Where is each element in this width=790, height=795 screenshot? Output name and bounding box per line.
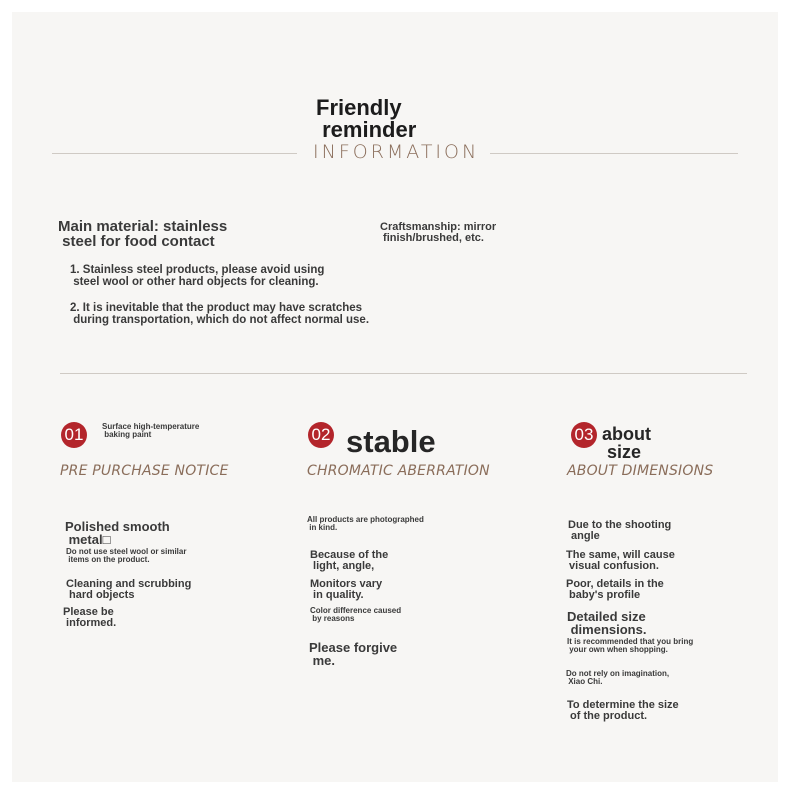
page-title: Friendly reminder	[316, 95, 417, 142]
badge-03: 03	[571, 422, 597, 448]
page-subtitle: INFORMATION	[313, 141, 480, 163]
column-3-item-3: Poor, details in the baby's profile	[566, 578, 664, 601]
badge-01: 01	[61, 422, 87, 448]
column-2-item-2: Because of the light, angle,	[310, 549, 389, 572]
column-2-item-3: Monitors vary in quality.	[310, 578, 383, 601]
column-3-item-2: The same, will cause visual confusion.	[566, 549, 675, 572]
note-2: 2. It is inevitable that the product may have scratches during transportation, which do not affect normal use.	[70, 302, 370, 326]
column-3-subhead: ABOUT DIMENSIONS	[567, 463, 714, 479]
header-divider-left	[52, 153, 297, 154]
column-3-heading: about size	[602, 424, 651, 462]
column-3-item-4: Detailed size dimensions.	[567, 609, 647, 637]
column-3-item-5: It is recommended that you bring your own when shopping.	[567, 637, 694, 654]
column-3-item-7: To determine the size of the product.	[567, 699, 679, 722]
column-1-heading: Surface high-temperature baking paint	[102, 422, 200, 439]
column-1-item-3: Cleaning and scrubbing hard objects	[66, 578, 192, 601]
column-1-item-4: Please be informed.	[63, 606, 117, 629]
note-1: 1. Stainless steel products, please avoid using steel wool or other hard objects for cleaning.	[70, 264, 325, 288]
column-2-item-1: All products are photographed in kind.	[307, 515, 424, 532]
column-1-item-2: Do not use steel wool or similar items on the product.	[66, 547, 187, 564]
main-material: Main material: stainless steel for food contact	[58, 218, 228, 250]
column-3-item-6: Do not rely on imagination, Xiao Chi.	[566, 669, 670, 686]
header-divider-right	[490, 153, 738, 154]
column-2-heading: stable	[346, 424, 436, 459]
craftsmanship: Craftsmanship: mirror finish/brushed, etc.	[380, 221, 497, 244]
column-1-item-1: Polished smooth metal□	[65, 519, 170, 547]
column-2-item-4: Color difference caused by reasons	[310, 606, 402, 623]
section-divider	[60, 373, 747, 374]
badge-02: 02	[308, 422, 334, 448]
column-2-subhead: CHROMATIC ABERRATION	[307, 463, 490, 479]
column-1-subhead: PRE PURCHASE NOTICE	[60, 463, 229, 479]
column-3-item-1: Due to the shooting angle	[568, 519, 672, 542]
column-2-item-5: Please forgive me.	[309, 640, 398, 668]
